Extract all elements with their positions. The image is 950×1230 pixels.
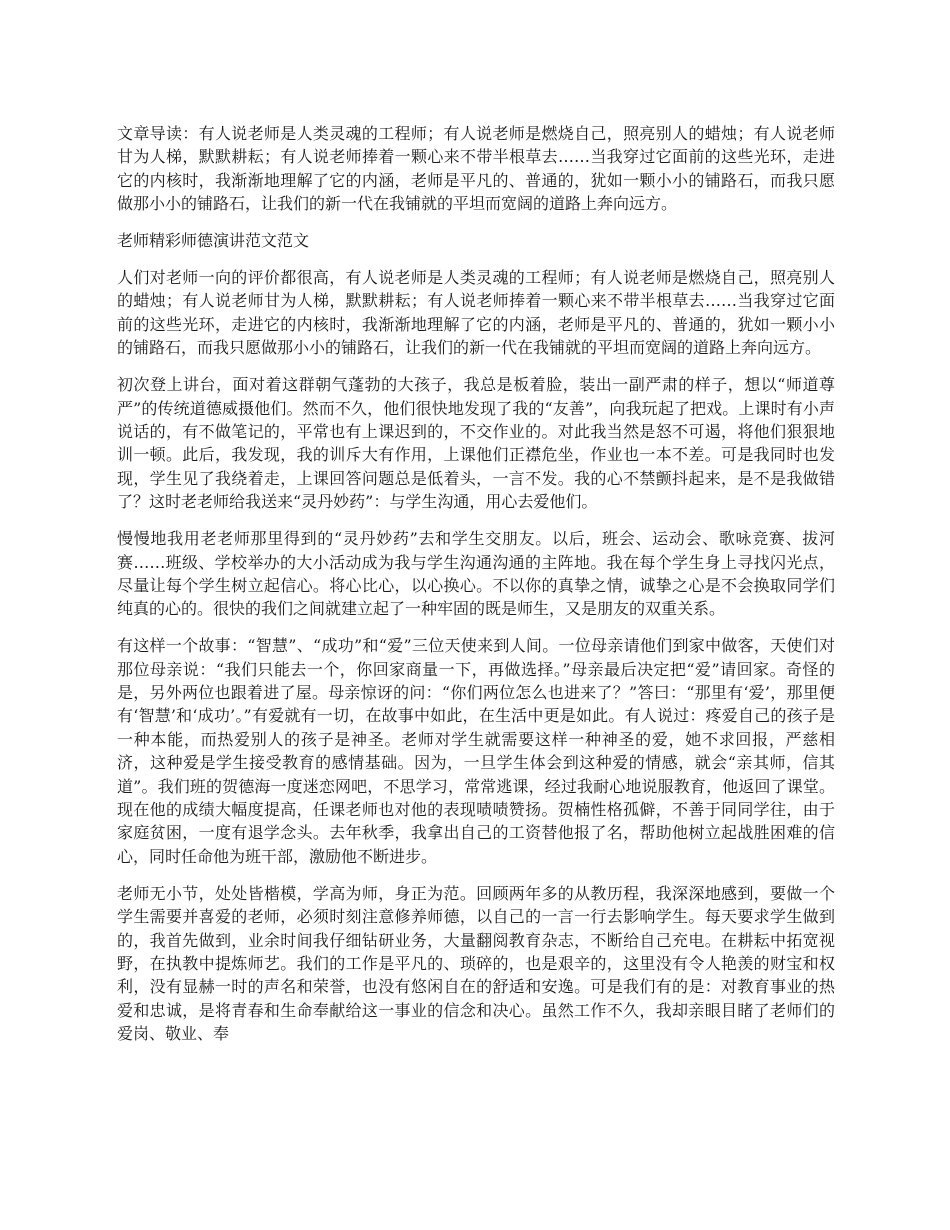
- body-paragraph-2: 初次登上讲台，面对着这群朝气蓬勃的大孩子，我总是板着脸，装出一副严肃的样子，想以“师道尊严”的传统道德威摄他们。然而不久，他们很快地发现了我的“友善”，向我玩起了把戏。上课时有小声说话的，有不做笔记的，平常也有上课迟到的，不交作业的。对此我当然是怒不可遏，将他们狠狠地训一顿。此后，我发现，我的训斥大有作用，上课他们正襟危坐，作业也一本不差。可是我同时也发现，学生见了我绕着走，上课回答问题总是低着头，一言不发。我的心不禁颤抖起来，是不是我做错了？这时老老师给我送来“灵丹妙药”：与学生沟通，用心去爱他们。: [117, 375, 835, 512]
- intro-paragraph: 文章导读：有人说老师是人类灵魂的工程师；有人说老师是燃烧自己，照亮别人的蜡烛；有人说老师甘为人梯，默默耕耘；有人说老师捧着一颗心来不带半根草去……当我穿过它面前的这些光环，走进它的内核时，我渐渐地理解了它的内涵，老师是平凡的、普通的，犹如一颗小小的铺路石，而我只愿做那小小的铺路石，让我们的新一代在我铺就的平坦而宽阔的道路上奔向远方。: [117, 124, 835, 214]
- document-title: 老师精彩师德演讲范文范文: [117, 231, 310, 251]
- body-paragraph-5: 老师无小节，处处皆楷模，学高为师，身正为范。回顾两年多的从教历程，我深深地感到，要做一个学生需要并喜爱的老师，必须时刻注意修养师德，以自己的一言一行去影响学生。每天要求学生做到的，我首先做到，业余时间我仔细钻研业务，大量翻阅教育杂志，不断给自己充电。在耕耘中拓宽视野，在执教中提炼师艺。我们的工作是平凡的、琐碎的，也是艰辛的，这里没有令人艳羡的财宝和权利，没有显赫一时的声名和荣誉，也没有悠闲自在的舒适和安逸。可是我们有的是：对教育事业的热爱和忠诚，是将青春和生命奉献给这一事业的信念和决心。虽然工作不久，我却亲眼目睹了老师们的爱岗、敬业、奉: [117, 883, 835, 1044]
- body-paragraph-3: 慢慢地我用老老师那里得到的“灵丹妙药”去和学生交朋友。以后，班会、运动会、歌咏竞赛、拔河赛……班级、学校举办的大小活动成为我与学生沟通沟通的主阵地。我在每个学生身上寻找闪光点，尽量让每个学生树立起信心。将心比心，以心换心。不以你的真挚之情，诚挚之心是不会换取同学们纯真的心的。很快的我们之间就建立起了一种牢固的既是师生，又是朋友的双重关系。: [117, 529, 835, 619]
- body-paragraph-1: 人们对老师一向的评价都很高，有人说老师是人类灵魂的工程师；有人说老师是燃烧自己，照亮别人的蜡烛；有人说老师甘为人梯，默默耕耘；有人说老师捧着一颗心来不带半根草去……当我穿过它面前的这些光环，走进它的内核时，我渐渐地理解了它的内涵，老师是平凡的、普通的，犹如一颗小小的铺路石，而我只愿做那小小的铺路石，让我们的新一代在我铺就的平坦而宽阔的道路上奔向远方。: [117, 268, 835, 358]
- document-body: [117, 122, 835, 1059]
- body-paragraph-4: 有这样一个故事：“智慧”、“成功”和“爱”三位天使来到人间。一位母亲请他们到家中做客，天使们对那位母亲说：“我们只能去一个，你回家商量一下，再做选择。”母亲最后决定把“爱”请回家。奇怪的是，另外两位也跟着进了屋。母亲惊讶的问：“你们两位怎么也进来了？”答曰：“那里有‘爱’，那里便有‘智慧’和‘成功’。”有爱就有一切，在故事中如此，在生活中更是如此。有人说过：疼爱自己的孩子是一种本能，而热爱别人的孩子是神圣。老师对学生就需要这样一种神圣的爱，她不求回报，严慈相济，这种爱是学生接受教育的感情基础。因为，一旦学生体会到这种爱的情感，就会“亲其师，信其道”。我们班的贺德海一度迷恋网吧，不思学习，常常逃课，经过我耐心地说服教育，他返回了课堂。现在他的成绩大幅度提高，任课老师也对他的表现啧啧赞扬。贺楠性格孤僻，不善于同同学往，由于家庭贫困，一度有退学念头。去年秋季，我拿出自己的工资替他报了名，帮助他树立起战胜困难的信心，同时任命他为班干部，激励他不断进步。: [117, 636, 835, 866]
